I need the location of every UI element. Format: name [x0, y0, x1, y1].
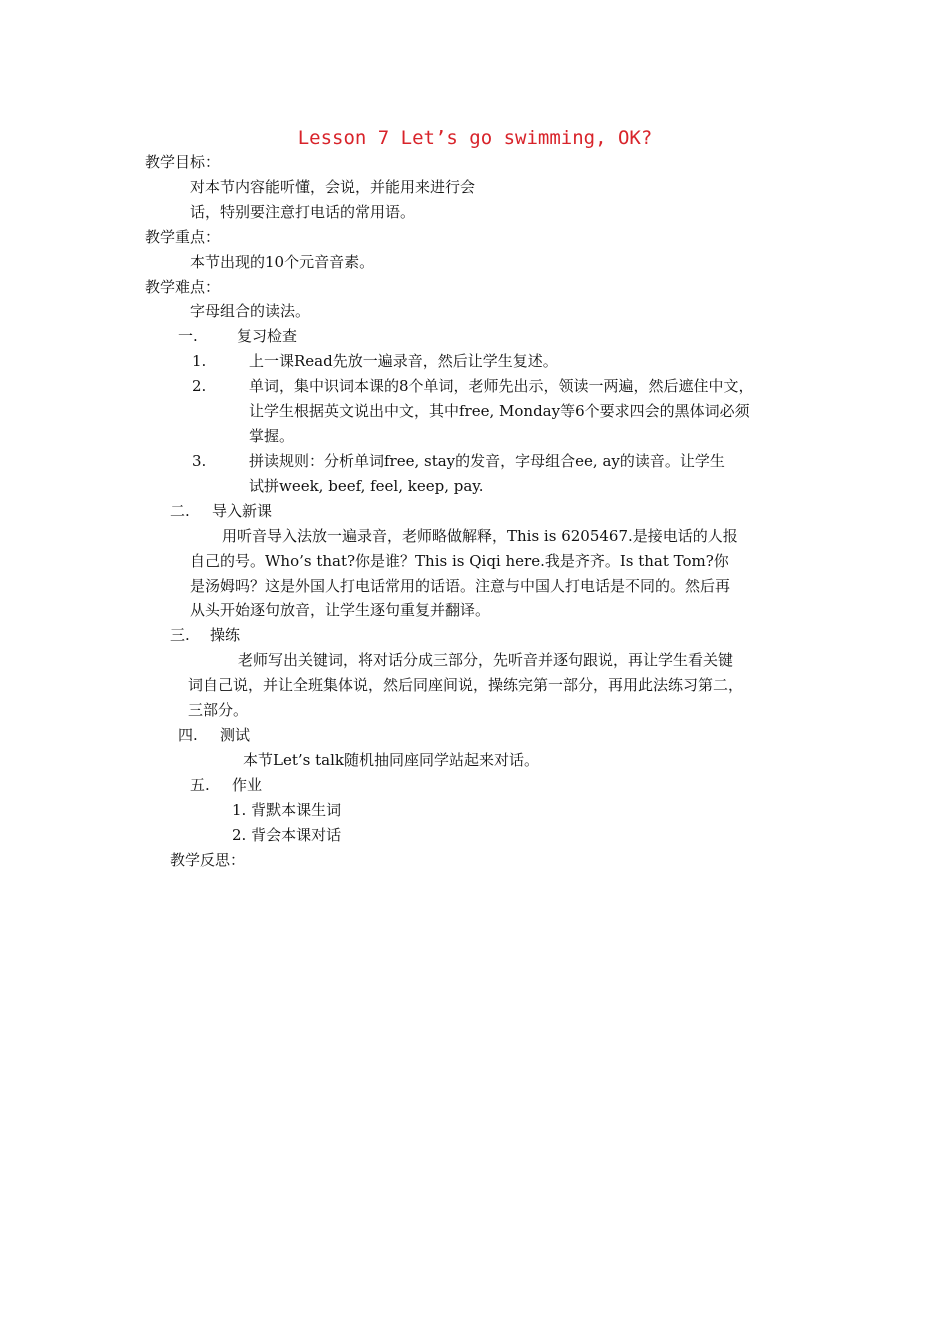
section3-line-3: 三部分。 [188, 701, 249, 719]
section2-line-3: 是汤姆吗？这是外国人打电话常用的话语。注意与中国人打电话是不同的。然后再 [190, 577, 731, 595]
section3-line-1: 老师写出关键词，将对话分成三部分，先听音并逐句跟说，再让学生看关键 [238, 651, 734, 669]
section1-number: 一. [178, 327, 198, 345]
section5-item-1: 1. 背默本课生词 [232, 801, 342, 819]
section5-number: 五. [190, 776, 210, 794]
section2-line-2: 自己的号。Who’s that?你是谁？This is Qiqi here.我是齐齐。Is that Tom?你 [190, 552, 729, 570]
section1-item2-line-3: 掌握。 [249, 427, 295, 445]
difficulties-label: 教学难点： [145, 278, 221, 296]
section5-item-2: 2. 背会本课对话 [232, 826, 342, 844]
section5-heading: 作业 [232, 776, 263, 794]
section2-heading: 导入新课 [212, 502, 273, 520]
difficulties-text: 字母组合的读法。 [190, 302, 311, 320]
section3-heading: 操练 [210, 626, 241, 644]
key-points-text: 本节出现的10个元音音素。 [190, 253, 375, 271]
section2-line-4: 从头开始逐句放音，让学生逐句重复并翻译。 [190, 601, 491, 619]
key-points-label: 教学重点： [145, 228, 221, 246]
section1-item3-line-2: 试拼week, beef, feel, keep, pay. [249, 477, 484, 495]
section4-text: 本节Let’s talk随机抽同座同学站起来对话。 [243, 751, 539, 769]
section1-item2-number: 2. [192, 377, 207, 395]
section1-item3-number: 3. [192, 452, 207, 470]
objectives-line-1: 对本节内容能听懂，会说，并能用来进行会 [190, 178, 476, 196]
section4-heading: 测试 [220, 726, 251, 744]
section1-item1-number: 1. [192, 352, 207, 370]
reflection-label: 教学反思： [170, 851, 246, 869]
objectives-line-2: 话，特别要注意打电话的常用语。 [190, 203, 416, 221]
section2-number: 二. [170, 502, 190, 520]
section1-item3-line-1: 拼读规则：分析单词free, stay的发音，字母组合ee, ay的读音。让学生 [249, 452, 725, 470]
lesson-title: Lesson 7 Let’s go swimming, OK? [297, 127, 653, 149]
section4-number: 四. [178, 726, 198, 744]
section1-heading: 复习检查 [237, 327, 298, 345]
section2-line-1: 用听音导入法放一遍录音，老师略做解释，This is 6205467.是接电话的人报 [222, 527, 738, 545]
section1-item2-line-1: 单词，集中识词本课的8个单词，老师先出示，领读一两遍，然后遮住中文， [249, 377, 754, 395]
section3-number: 三. [170, 626, 190, 644]
section1-item1-line-1: 上一课Read先放一遍录音，然后让学生复述。 [249, 352, 558, 370]
objectives-label: 教学目标： [145, 153, 221, 171]
section3-line-2: 词自己说，并让全班集体说，然后同座间说，操练完第一部分，再用此法练习第二， [188, 676, 744, 694]
section1-item2-line-2: 让学生根据英文说出中文，其中free, Monday等6个要求四会的黑体词必须 [249, 402, 750, 420]
